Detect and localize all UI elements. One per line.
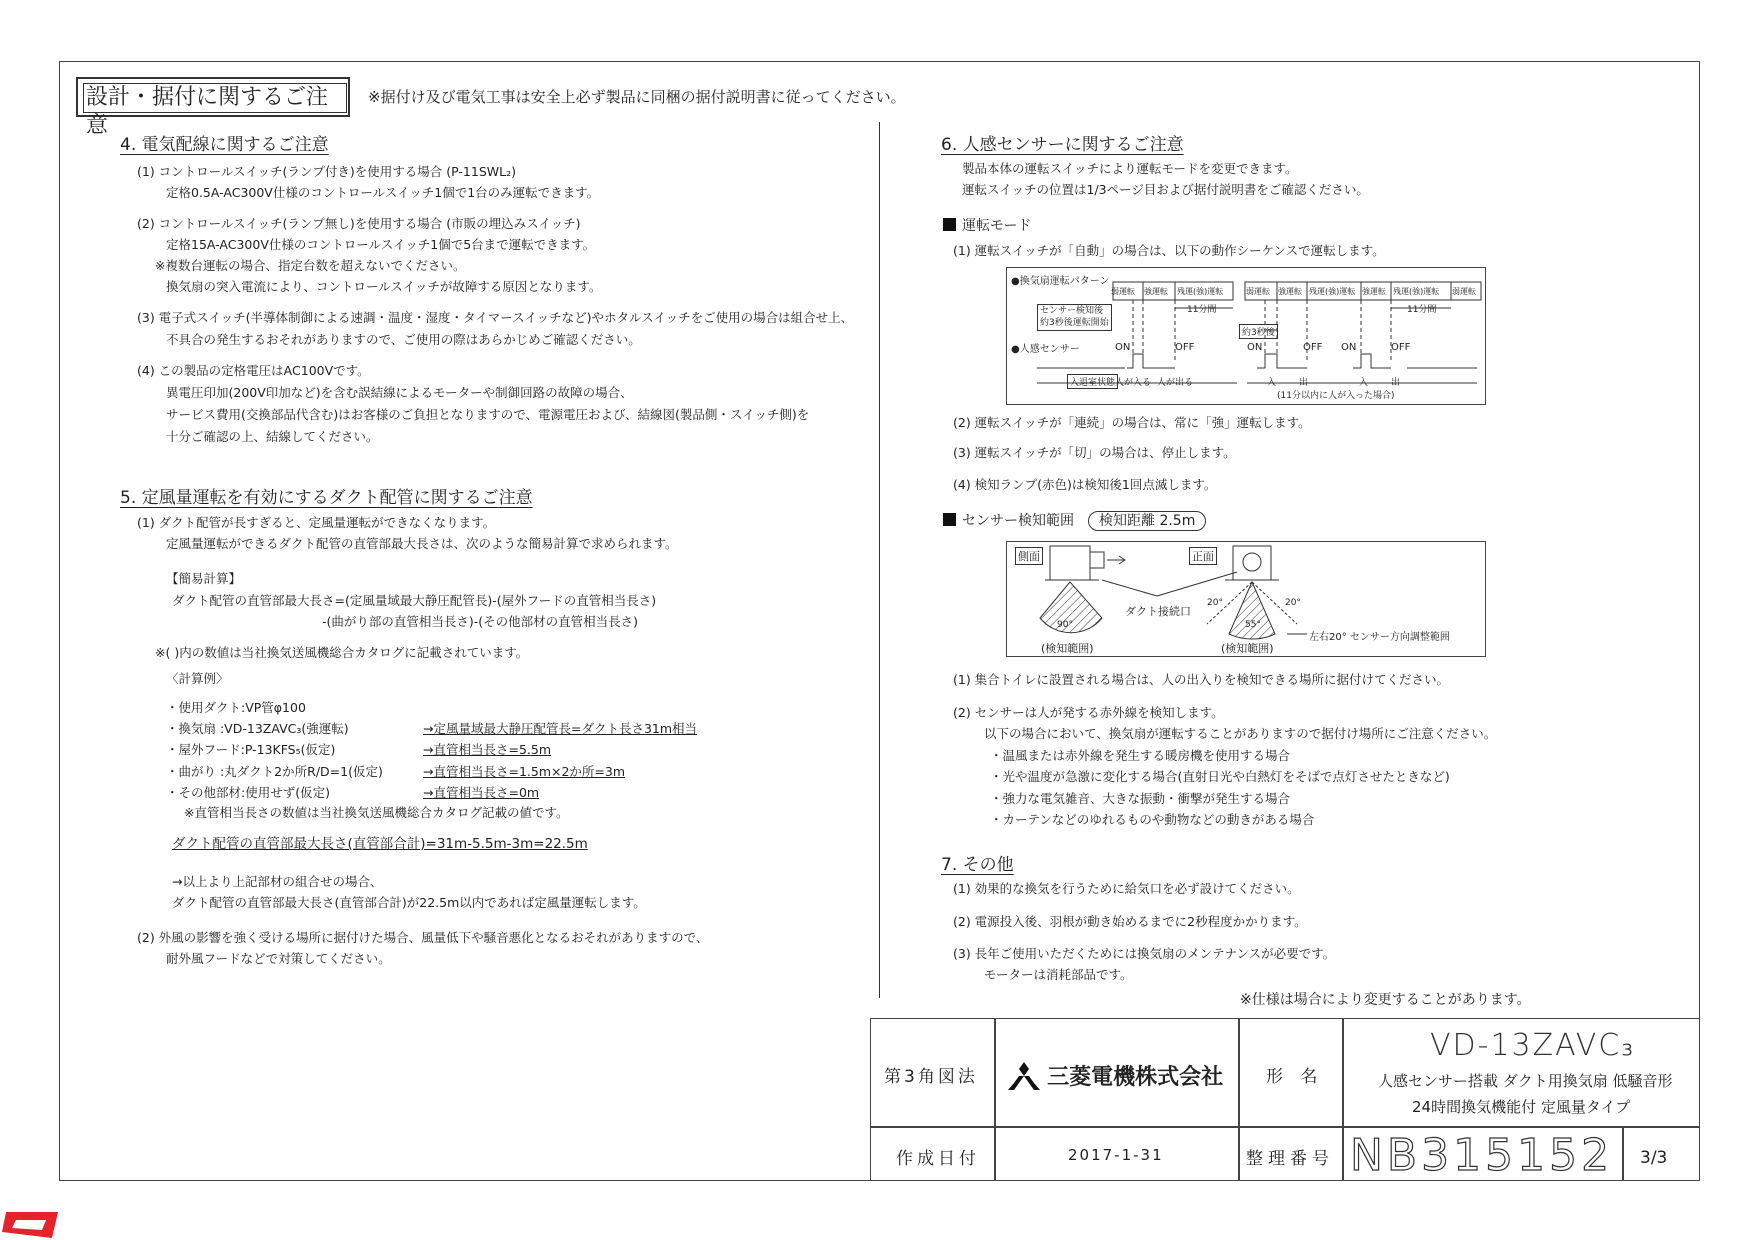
sequence-diagram [1006, 267, 1486, 405]
text-line: ※( )内の数値は当社換気送風機総合カタログに記載されています。 [155, 645, 529, 660]
detection-diagram [1006, 541, 1486, 657]
text-line: ・強力な電気雑音、大きな振動・衝撃が発生する場合 [990, 791, 1291, 806]
model-desc-2: 24時間換気機能付 定風量タイプ [1412, 1098, 1631, 1116]
text-line: モーターは消耗部品です。 [984, 967, 1133, 982]
range-label: (検知範囲) [1221, 642, 1274, 655]
page-title-box [76, 77, 350, 138]
text-line: 不具合の発生するおそれがありますので、ご使用の際はあらかじめご確認ください。 [166, 332, 641, 347]
bar-label: 残運(強)運転 [1177, 287, 1224, 296]
text-line: (2) センサーは人が発する赤外線を検知します。 [953, 705, 1224, 720]
side-view-label: 側面 [1015, 547, 1043, 565]
angle-label: 20° [1285, 598, 1301, 608]
within-note: (11分以内に人が入った場合) [1277, 391, 1395, 401]
angle-label: 55° [1245, 620, 1261, 630]
text-line: (3) 運転スイッチが「切」の場合は、停止します。 [953, 445, 1236, 460]
duct-label: ダクト接続口 [1125, 605, 1191, 618]
on-label: ON [1341, 342, 1357, 353]
text-line: (2) 運転スイッチが「連続」の場合は、常に「強」運転します。 [953, 415, 1311, 430]
text-line: 定格0.5A-AC300V仕様のコントロールスイッチ1個で1台のみ運転できます。 [166, 185, 600, 200]
text-line: 十分ご確認の上、結線してください。 [166, 429, 379, 444]
pattern-label: ●換気扇運転パターン [1011, 276, 1110, 287]
text-line: →直管相当長さ=0m [423, 785, 540, 800]
text-line: (1) 集合トイレに設置される場合は、人の出入りを検知できる場所に据付けてください。 [953, 672, 1450, 687]
tb-divider [994, 1018, 996, 1181]
text-line: (2) コントロールスイッチ(ランプ無し)を使用する場合 (市販の埋込みスイッチ) [137, 216, 581, 231]
text-line: ※複数台運転の場合、指定台数を超えないでください。 [155, 258, 466, 273]
text-line: サービス費用(交換部品代含む)はお客様のご負担となりますので、電源電圧および、結線図(製品側・スイッチ側)を [166, 407, 810, 422]
model-label: 形 名 [1266, 1067, 1324, 1087]
projection-label: 第3角図法 [884, 1067, 978, 1087]
page-title: 設計・据付に関するご注意 [83, 83, 347, 113]
text-line: ダクト配管の直管部最大長さ(直管部合計)=31m-5.5m-3m=22.5m [172, 836, 588, 852]
section7-heading: 7. その他 [941, 855, 1014, 875]
viewer-logo-icon [2, 1204, 62, 1240]
text-line: 定風量運転ができるダクト配管の直管部最大長さは、次のような簡易計算で求められます。 [166, 536, 678, 551]
model-name: VD-13ZAVC₃ [1430, 1028, 1636, 1063]
tb-divider [1238, 1018, 1240, 1181]
text-line: 以下の場合において、換気扇が運転することがありますので据付け場所にご注意ください。 [984, 726, 1497, 741]
text-line: -(曲がり部の直管相当長さ)-(その他部材の直管相当長さ) [322, 614, 639, 629]
company-name: 三菱電機株式会社 [1047, 1065, 1224, 1090]
bar-label: 弱運転 [1452, 287, 1476, 296]
out-label: 出 [1299, 378, 1309, 388]
angle-label: 90° [1057, 620, 1073, 630]
on-label: ON [1247, 342, 1263, 353]
text-line: →直管相当長さ=5.5m [423, 742, 552, 757]
tb-divider [1622, 1126, 1624, 1181]
bar-label: 残運(強)運転 [1393, 287, 1440, 296]
out-label: 出 [1391, 378, 1401, 388]
sensor-label: ●人感センサー [1011, 344, 1080, 355]
bar-label: 残運(強)運転 [1309, 287, 1356, 296]
drawing-number: NB315152 [1350, 1130, 1614, 1181]
text-line: 【簡易計算】 [166, 571, 242, 586]
spec-note: ※仕様は場合により変更することがあります。 [1240, 992, 1531, 1008]
text-line: (4) 検知ランプ(赤色)は検知後1回点滅します。 [953, 477, 1217, 492]
text-line: ・光や温度が急激に変化する場合(直射日光や白熱灯をそばで点灯させたときなど) [990, 769, 1450, 784]
text-line: ・曲がり :丸ダクト2か所R/D=1(仮定) [166, 764, 383, 779]
text-line: 〈計算例〉 [166, 671, 229, 686]
in-label: 入 [1267, 378, 1277, 388]
text-line: 定格15A-AC300V仕様のコントロールスイッチ1個で5台まで運転できます。 [166, 237, 596, 252]
off-label: OFF [1391, 342, 1411, 353]
text-line: ※直管相当長さの数値は当社換気送風機総合カタログ記載の値です。 [184, 805, 569, 820]
number-label: 整理番号 [1246, 1149, 1334, 1169]
off-label: OFF [1303, 342, 1323, 353]
eleven-min-label: 11分間 [1187, 305, 1217, 315]
date-value: 2017-1-31 [1068, 1146, 1164, 1164]
text-line: 運転スイッチの位置は1/3ページ目および据付説明書をご確認ください。 [962, 182, 1369, 197]
subheading-range: センサー検知範囲 検知距離 2.5m [943, 513, 1206, 528]
bar-label: 強運転 [1278, 287, 1302, 296]
in-label: 入 [1359, 378, 1369, 388]
text-line: (3) 電子式スイッチ(半導体制御による速調・温度・湿度・タイマースイッチなど)やホタルスイッチをご使用の場合は組合せ上、 [137, 310, 854, 325]
bar-label: 弱運転 [1111, 287, 1135, 296]
text-line: →以上より上記部材の組合せの場合、 [172, 874, 383, 889]
subheading-mode: 運転モード [943, 218, 1031, 233]
text-line: (2) 電源投入後、羽根が動き始めるまでに2秒程度かかります。 [953, 914, 1307, 929]
date-label: 作成日付 [896, 1149, 980, 1169]
text-line: 換気扇の突入電流により、コントロールスイッチが故障する原因となります。 [166, 279, 602, 294]
page-number: 3/3 [1640, 1148, 1668, 1168]
text-line: (2) 外風の影響を強く受ける場所に据付けた場合、風量低下や騒音悪化となるおそれがありますので、 [137, 930, 709, 945]
text-line: 異電圧印加(200V印加など)を含む誤結線によるモーターや制御回路の故障の場合、 [166, 385, 633, 400]
bar-label: 強運転 [1144, 287, 1168, 296]
text-line: 製品本体の運転スイッチにより運転モードを変更できます。 [962, 161, 1298, 176]
enter-label: 人が入る [1115, 378, 1152, 388]
text-line: (1) ダクト配管が長すぎると、定風量運転ができなくなります。 [137, 515, 496, 530]
text-line: (4) この製品の定格電圧はAC100Vです。 [137, 363, 370, 378]
eleven-min-label: 11分間 [1407, 305, 1437, 315]
presence-label: 入退室状態 [1067, 374, 1118, 389]
text-line: (1) コントロールスイッチ(ランプ付き)を使用する場合 (P-11SWL₂) [137, 164, 516, 179]
section5-heading: 5. 定風量運転を有効にするダクト配管に関するご注意 [120, 488, 533, 508]
front-view-label: 正面 [1189, 547, 1217, 565]
angle-label: 20° [1207, 598, 1223, 608]
start-note: センサー検知後 約3秒後運転開始 [1037, 304, 1112, 331]
three-sec-label: 約3秒後 [1239, 324, 1278, 339]
text-line: (3) 長年ご使用いただくためには換気扇のメンテナンスが必要です。 [953, 946, 1336, 961]
bar-label: 強運転 [1362, 287, 1386, 296]
text-line: ・カーテンなどのゆれるものや動物などの動きがある場合 [990, 812, 1315, 827]
off-label: OFF [1175, 342, 1195, 353]
section6-heading: 6. 人感センサーに関するご注意 [941, 135, 1184, 155]
mitsubishi-logo-icon [1008, 1062, 1040, 1090]
text-line: ダクト配管の直管部最大長さ=(定風量域最大静圧配管長)-(屋外フードの直管相当長さ) [172, 593, 657, 608]
header-note: ※据付け及び電気工事は安全上必ず製品に同梱の据付説明書に従ってください。 [368, 88, 906, 106]
on-label: ON [1115, 342, 1131, 353]
text-line: ・屋外フード:P-13KFS₅(仮定) [166, 742, 336, 757]
text-line: (1) 効果的な換気を行うために給気口を必ず設けてください。 [953, 881, 1300, 896]
model-desc-1: 人感センサー搭載 ダクト用換気扇 低騒音形 [1378, 1072, 1673, 1090]
text-line: ダクト配管の直管部最大長さ(直管部合計)が22.5m以内であれば定風量運転します。 [172, 895, 646, 910]
column-divider [879, 122, 880, 998]
company-logo [1008, 1060, 1223, 1091]
exit-label: 人が出る [1157, 378, 1194, 388]
text-line: 耐外風フードなどで対策してください。 [166, 951, 391, 966]
adjust-label: 左右20° センサー方向調整範囲 [1309, 632, 1450, 643]
text-line: (1) 運転スイッチが「自動」の場合は、以下の動作シーケンスで運転します。 [953, 243, 1385, 258]
text-line: →直管相当長さ=1.5m×2か所=3m [423, 764, 626, 779]
section4-heading: 4. 電気配線に関するご注意 [120, 135, 329, 155]
text-line: ・その他部材:使用せず(仮定) [166, 785, 330, 800]
text-line: ・温風または赤外線を発生する暖房機を使用する場合 [990, 748, 1291, 763]
tb-divider [1342, 1018, 1344, 1181]
range-label: (検知範囲) [1041, 642, 1094, 655]
text-line: ・使用ダクト:VP管φ100 [166, 700, 306, 715]
text-line: ・換気扇 :VD-13ZAVC₃(強運転) [166, 721, 349, 736]
bar-label: 弱運転 [1246, 287, 1270, 296]
text-line: →定風量域最大静圧配管長=ダクト長さ31m相当 [423, 721, 698, 736]
